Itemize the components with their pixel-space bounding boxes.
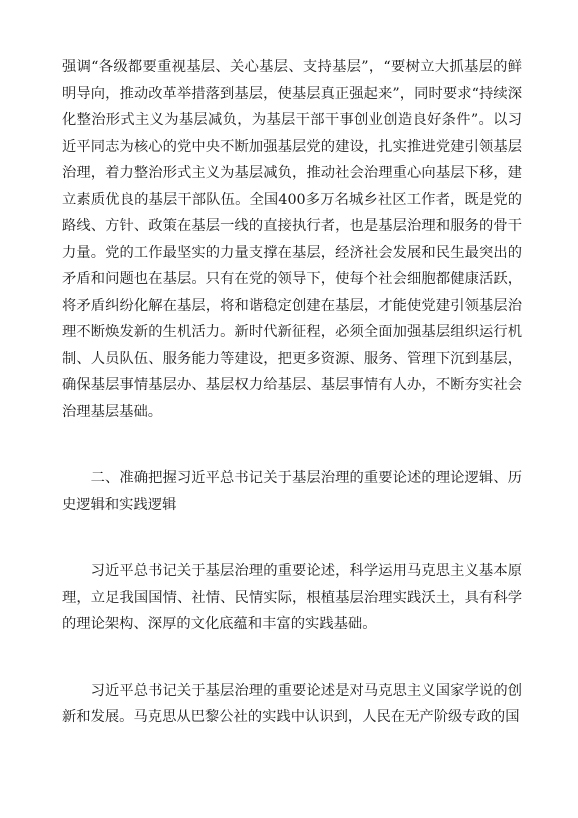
section-heading: 二、准确把握习近平总书记关于基层治理的重要论述的理论逻辑、历史逻辑和实践逻辑 — [62, 470, 522, 513]
body-paragraph-2: 习近平总书记关于基层治理的重要论述，科学运用马克思主义基本原理，立足我国国情、社情、民情实际，根植基层治理实践沃土，具有科学的理论架构、深厚的文化底蕴和丰富的实践基础。 — [62, 563, 522, 632]
paragraph-spacer — [62, 425, 522, 465]
body-paragraph-3: 习近平总书记关于基层治理的重要论述是对马克思主义国家学说的创新和发展。马克思从巴黎公社的实践中认识到，人民在无产阶级专政的国 — [62, 682, 522, 725]
body-paragraph-1: 强调“各级都要重视基层、关心基层、支持基层”，“要树立大抓基层的鲜明导向，推动改革举措落到基层，使基层真正强起来”，同时要求“持续深化整治形式主义为基层减负，为基层干部干事创业创造良好条件”。以习近平同志为核心的党中央不断加强基层党的建设，扎实推进党建引领基层治理，着力整治形式主义为基层减负，推动社会治理重心向基层下移，建立素质优良的基层干部队伍。全国400多万名城乡社区工作者，既是党的路线、方针、政策在基层一线的直接执行者，也是基层治理和服务的骨干力量。党的工作最坚实的力量支撑在基层，经济社会发展和民生最突出的矛盾和问题也在基层。只有在党的领导下，使每个社会细胞都健康活跃，将矛盾纠纷化解在基层，将和谐稳定创建在基层，才能使党建引领基层治理不断焕发新的生机活力。新时代新征程，必须全面加强基层组织运行机制、人员队伍、服务能力等建设，把更多资源、服务、管理下沉到基层，确保基层事情基层办、基层权力给基层、基层事情有人办，不断夯实社会治理基层基础。 — [62, 59, 522, 420]
paragraph-spacer — [62, 518, 522, 558]
document-body — [62, 54, 522, 731]
paragraph-spacer — [62, 638, 522, 678]
